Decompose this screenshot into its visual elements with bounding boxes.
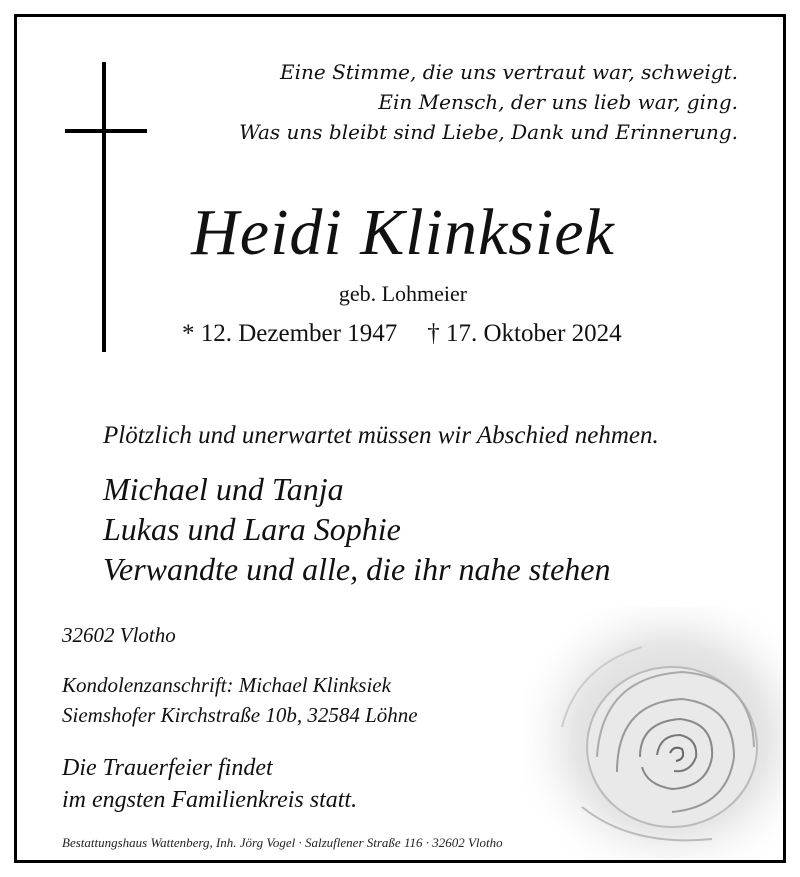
mourners-list bbox=[103, 469, 610, 589]
condolence-address bbox=[62, 670, 418, 730]
footer-imprint: Bestattungshaus Wattenberg, Inh. Jörg Vogel · Salzuflener Straße 116 · 32602 Vlotho bbox=[62, 835, 503, 850]
funeral-line: Die Trauerfeier findet bbox=[62, 755, 273, 781]
rose-image bbox=[522, 607, 786, 863]
obituary-frame bbox=[14, 14, 786, 863]
birth-date: * 12. Dezember 1947 bbox=[182, 320, 398, 347]
farewell-text: Plötzlich und unerwartet müssen wir Abschied nehmen. bbox=[103, 422, 659, 449]
funeral-notice bbox=[62, 752, 357, 816]
mourner-line: Michael und Tanja bbox=[103, 471, 344, 507]
poem bbox=[239, 57, 738, 147]
deceased-name: Heidi Klinksiek bbox=[191, 196, 615, 269]
maiden-name: geb. Lohmeier bbox=[338, 281, 468, 306]
poem-line: Ein Mensch, der uns lieb war, ging. bbox=[378, 90, 738, 114]
poem-line: Was uns bleibt sind Liebe, Dank und Erinnerung. bbox=[239, 120, 738, 144]
life-dates bbox=[182, 320, 622, 348]
funeral-line: im engsten Familienkreis statt. bbox=[62, 787, 358, 813]
condolence-line: Kondolenzanschrift: Michael Klinksiek bbox=[62, 673, 391, 697]
poem-line: Eine Stimme, die uns vertraut war, schweigt. bbox=[280, 60, 738, 84]
death-date: † 17. Oktober 2024 bbox=[427, 320, 622, 347]
place-text: 32602 Vlotho bbox=[62, 623, 176, 647]
mourner-line: Lukas und Lara Sophie bbox=[103, 511, 401, 547]
cross-icon-bar bbox=[65, 129, 147, 133]
mourner-line: Verwandte und alle, die ihr nahe stehen bbox=[103, 551, 611, 587]
condolence-line: Siemshofer Kirchstraße 10b, 32584 Löhne bbox=[62, 703, 418, 727]
